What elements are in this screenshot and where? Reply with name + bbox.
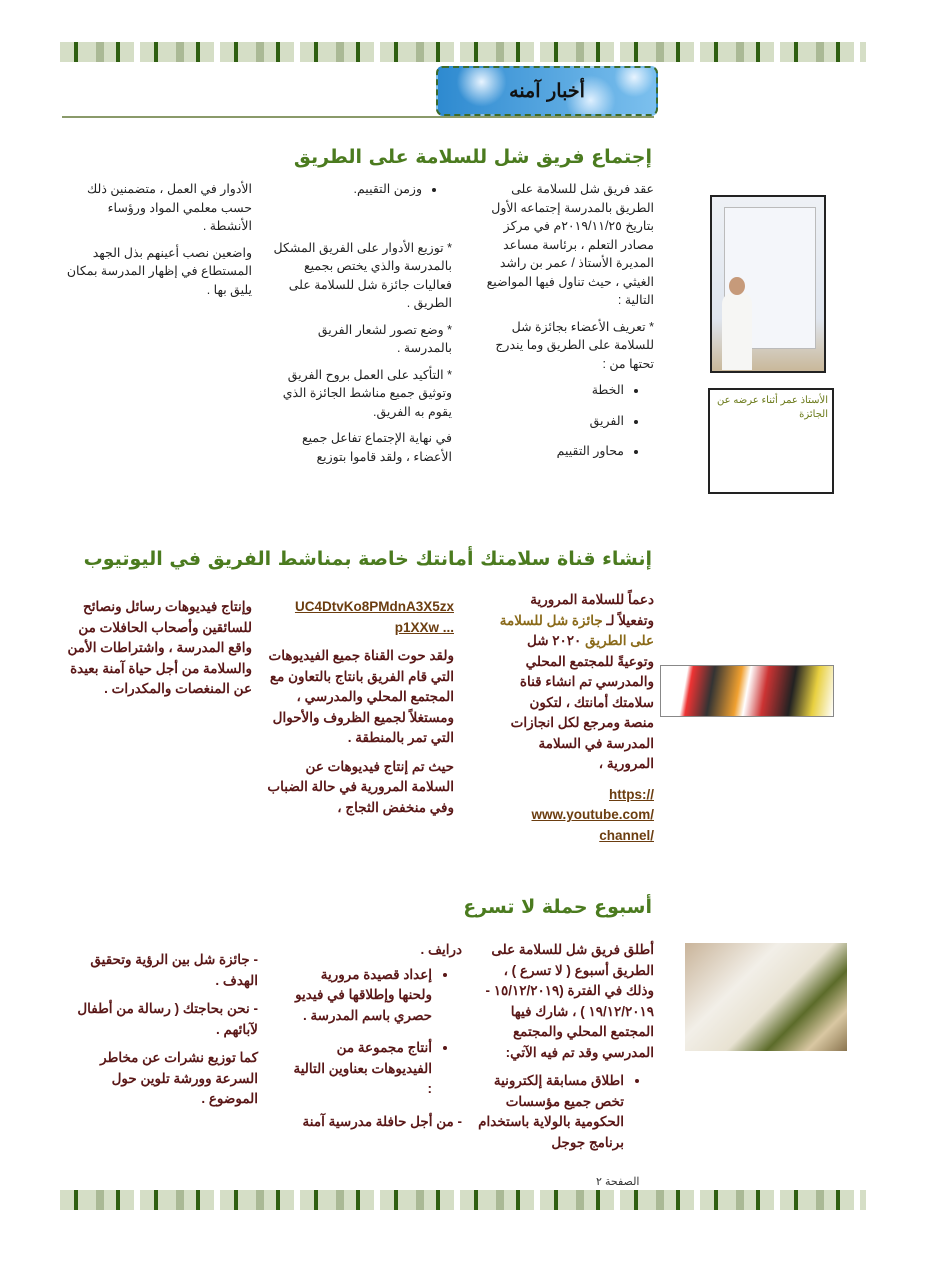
paragraph: ولقد حوت القناة جميع الفيديوهات التي قام الفريق بانتاج بالتعاون مع المجتمع المحلي والمدرسي ، ومستغلاً لجميع الظروف والأحوال التي تمر بالمنطقة .: [268, 648, 454, 745]
list-item: • الخطة: [476, 381, 624, 400]
item-text: * تعريف الأعضاء بجائزة شل للسلامة على الطريق وما يندرج تحتها من :: [495, 319, 654, 371]
page-number: الصفحة ٢: [596, 1176, 640, 1188]
section1-col3: [64, 180, 252, 307]
meeting-photo: [710, 195, 826, 373]
students-photo: [685, 943, 847, 1051]
list-item: • وزمن التقييم.: [268, 180, 422, 199]
section1-col2: [268, 180, 452, 474]
paragraph: - من أجل حافلة مدرسية آمنة: [302, 1113, 462, 1129]
section3-col1: [476, 940, 654, 1165]
item-text: * وضع تصور لشعار الفريق بالمدرسة .: [317, 322, 452, 355]
banner-title: أخبار آمنه: [509, 80, 585, 102]
section2-col1: دعماً للسلامة المرورية وتفعيلاً لـ جائزة شل للسلامة على الطريق ٢٠٢٠ شل وتوعيةً للمجتمع المحلي والمدرسي تم انشاء قناة سلامتك أمانتك ، لتكون منصة ومرجع لكل انجازات المدرسة في السلامة المرورية ، https:// www.youtube.com/ channel/: [498, 590, 654, 854]
list-item: • اطلاق مسابقة إلكترونية تخص جميع مؤسسات الحكومية بالولاية باستخدام برنامج جوجل: [476, 1071, 624, 1153]
section1-title: إجتماع فريق شل للسلامة على الطريق: [293, 146, 652, 168]
youtube-link-continued[interactable]: UC4DtvKo8PMdnA3X5zx p1XXw ...: [294, 599, 454, 635]
photo-caption: الأستاذ عمر أثناء عرضه عن الجائزة: [708, 388, 834, 494]
section2-title: إنشاء قناة سلامتك أمانتك خاصة بمناشط الفريق في اليوتيوب: [83, 548, 652, 570]
bottom-border: [60, 1190, 866, 1210]
list-item: • محاور التقييم: [476, 442, 624, 461]
list-item: • أنتاج مجموعة من الفيديوهات بعناوين التالية :: [288, 1038, 432, 1100]
section3-col3: [62, 950, 258, 1118]
paragraph: حيث تم إنتاج فيديوهات عن السلامة المرورية في حالة الضباب وفي منخفض الثجاج ،: [267, 758, 454, 815]
paragraph: - نحن بحاجتك ( رسالة من أطفال لآبائهم .: [77, 1001, 258, 1037]
intro-text: عقد فريق شل للسلامة على الطريق بالمدرسة إجتماعه الأول بتاريخ ٢٠١٩/١١/٢٥م في مركز مصادر التعلم ، برئاسة مساعد المديرة الأستاذ / عمر بن راشد الغيثي ، حيث تناول فيها المواضيع التالية :: [486, 182, 654, 307]
closing-text: في نهاية الإجتماع تفاعل جميع الأعضاء ، ولقد قاموا بتوزيع: [301, 431, 452, 464]
list-item: • إعداد قصيدة مرورية ولحنها وإطلاقها في فيديو حصري باسم المدرسة .: [288, 965, 432, 1027]
divider: [62, 116, 654, 118]
section1-col1: [476, 180, 654, 473]
paragraph: درايف .: [420, 942, 462, 957]
paragraph: - جائزة شل بين الرؤية وتحقيق الهدف .: [90, 952, 258, 988]
paragraph: واضعين نصب أعينهم بذل الجهد المستطاع في إظهار المدرسة بمكان يليق بها .: [66, 245, 252, 297]
youtube-link[interactable]: https:// www.youtube.com/ channel/: [531, 786, 654, 843]
paragraph: أطلق فريق شل للسلامة على الطريق أسبوع ( لا تسرع ) ، وذلك في الفترة (١٥/١٢/٢٠١٩ - ١٩/١٢/٢٠١٩ ) ، شارك فيها المجتمع المحلي والمجتمع المدرسي وقد تم فيه الآتي:: [485, 942, 654, 1060]
item-text: * التأكيد على العمل بروح الفريق وتوثيق جميع مناشط الجائزة الذي يقوم به الفريق.: [282, 367, 452, 419]
award-name: جائزة شل للسلامة على الطريق: [499, 612, 654, 648]
section2-col2: [262, 597, 454, 826]
paragraph: وإنتاج فيديوهات رسائل ونصائح للسائقين وأصحاب الحافلات من واقع المدرسة ، واشتراطات الأمن والسلامة من أجل حياة آمنة بعيدة عن المنغصات والمكدرات .: [67, 599, 252, 696]
list-item: • الفريق: [476, 412, 624, 431]
section2-col3: [62, 597, 252, 708]
section3-title: أسبوع حملة لا تسرع: [463, 896, 652, 918]
top-border: [60, 42, 866, 62]
item-text: * توزيع الأدوار على الفريق المشكل بالمدرسة والذي يختص بجميع فعاليات جائزة شل للسلامة على الطريق .: [273, 240, 452, 310]
topics-list: [476, 381, 654, 461]
paragraph: كما توزيع نشرات عن مخاطر السرعة وورشة تلوين حول الموضوع .: [100, 1050, 258, 1106]
youtube-channel-screenshot: [660, 665, 834, 717]
section-banner: [436, 66, 658, 116]
section3-col2: [288, 940, 462, 1140]
paragraph: الأدوار في العمل ، متضمنين ذلك حسب معلمي المواد ورؤساء الأنشطة .: [86, 182, 252, 233]
